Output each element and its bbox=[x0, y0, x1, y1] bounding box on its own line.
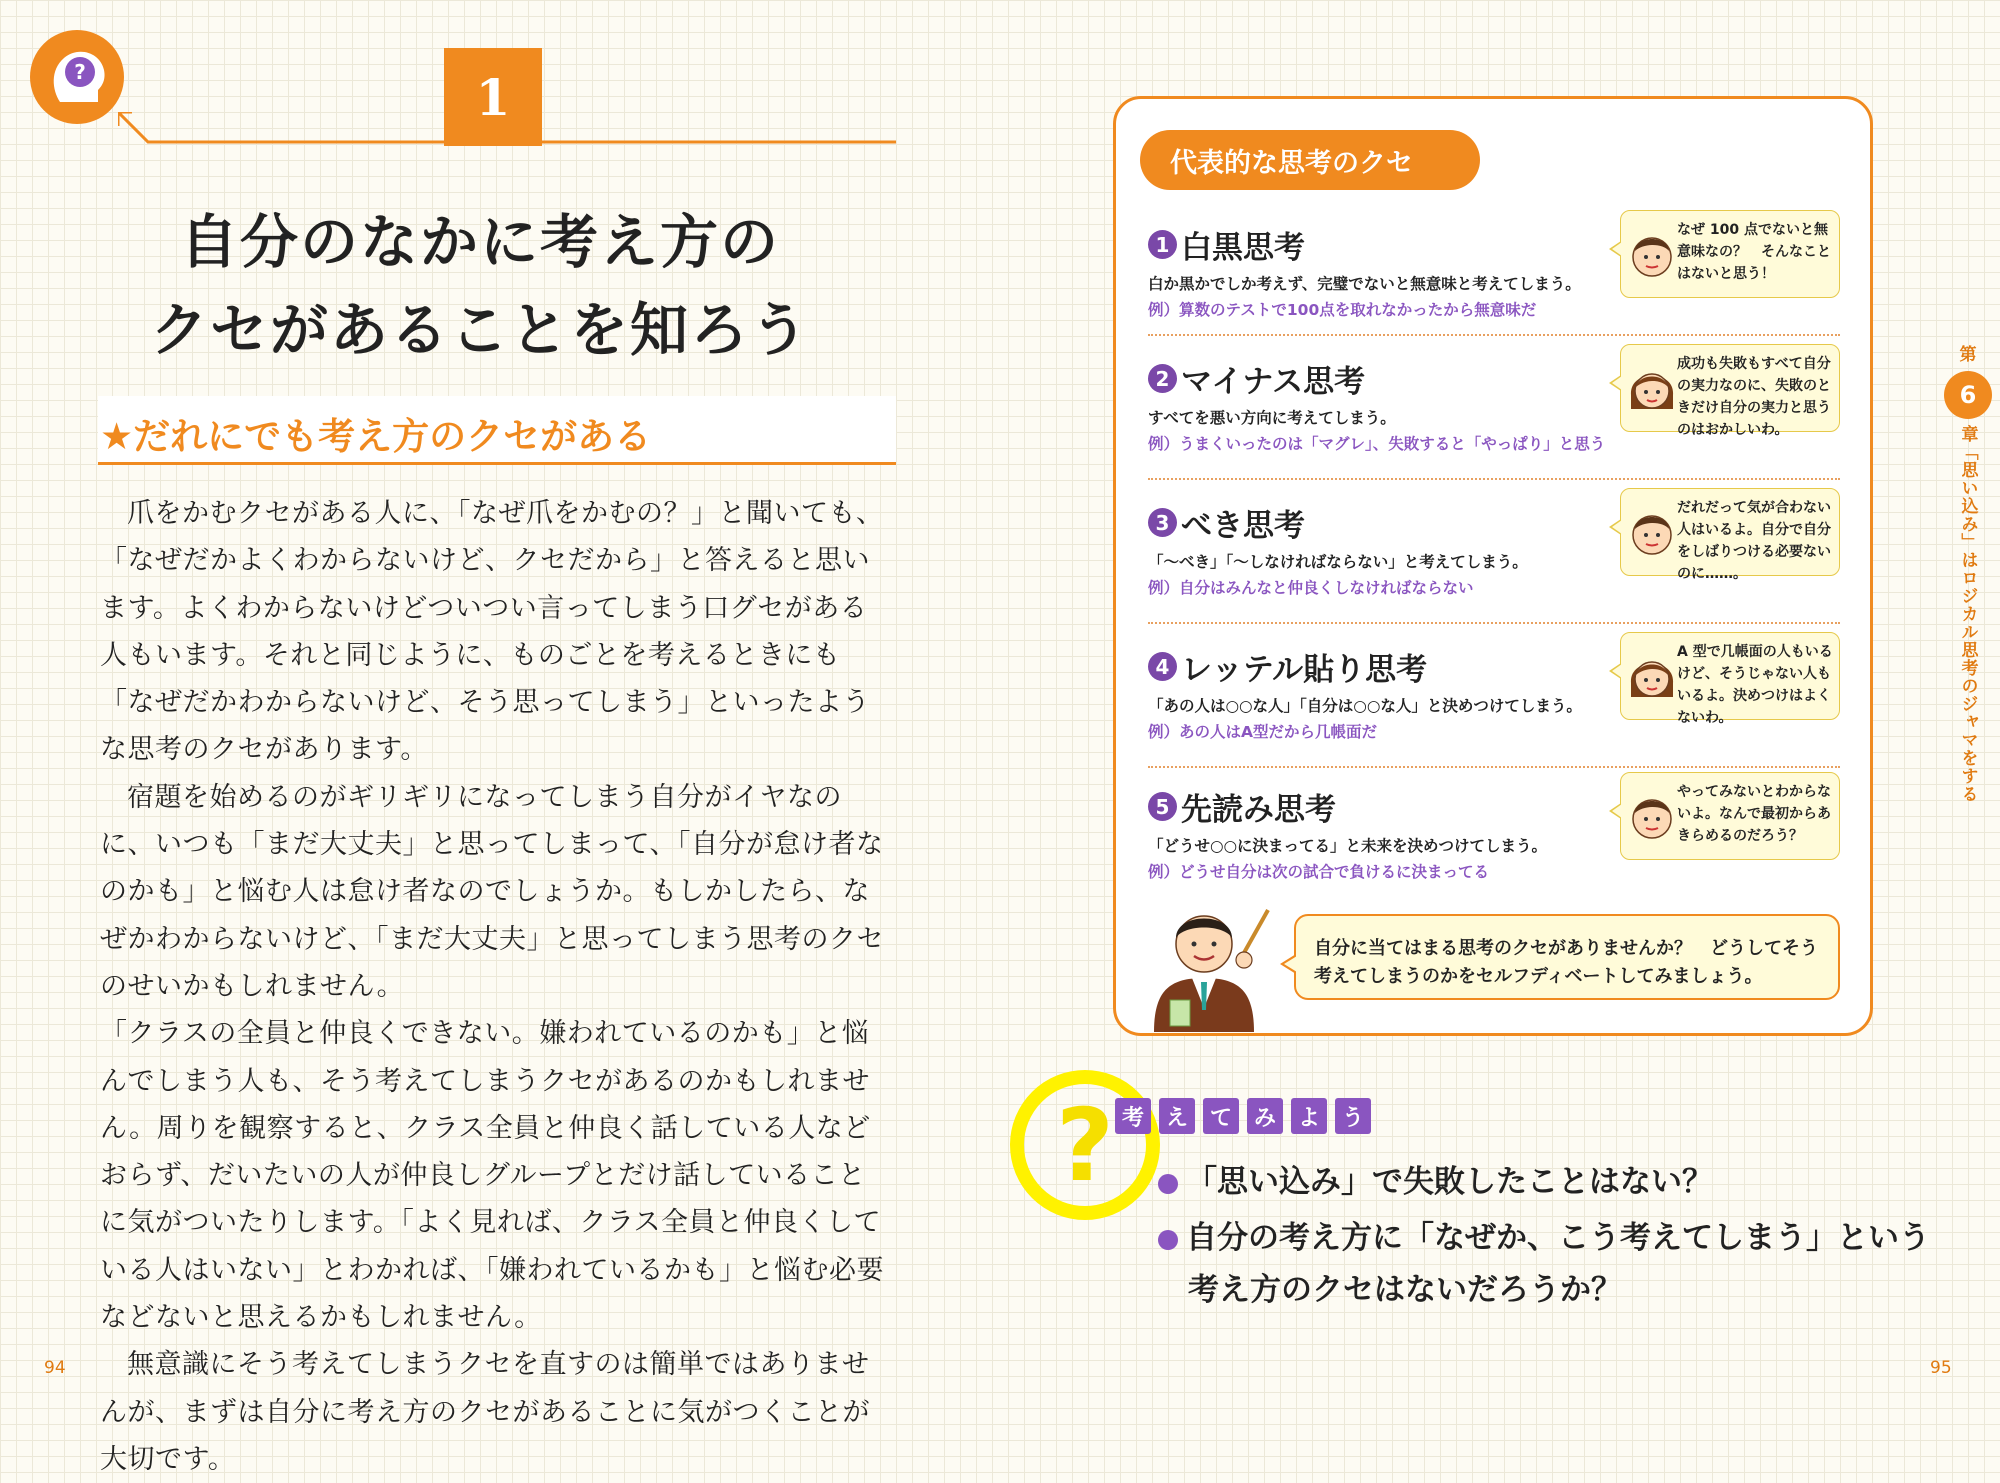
habit-title bbox=[1148, 356, 1365, 401]
habit-example: 例）どうせ自分は次の試合で負けるに決まってる bbox=[1148, 863, 1490, 881]
comment-text: なぜ 100 点でないと無意味なの？ そんなことはないと思う！ bbox=[1677, 222, 1831, 282]
section-heading bbox=[98, 396, 896, 462]
bullet-icon bbox=[1158, 1230, 1178, 1250]
habit-title-text: 先読み思考 bbox=[1181, 792, 1336, 828]
question-mark-icon: ? bbox=[1055, 1086, 1114, 1204]
paragraph: 「クラスの全員と仲良くできない。嫌われているのかも」と悩んでしまう人も、そう考えてしまうクセがあるのかもしれません。周りを観察すると、クラス全員と仲良く話している人などおらず、だいたいの人が仲良しグループとだけ話していることに気がついたりします。「よく見れば、クラス全員と仲良くしている人はいない」とわかれば、「嫌われているかも」と悩む必要などないと思えるかもしれません。 bbox=[100, 1018, 884, 1334]
habit-description: 白か黒かでしか考えず、完璧でないと無意味と考えてしまう。 bbox=[1148, 275, 1581, 293]
divider bbox=[1148, 334, 1840, 336]
comment-bubble bbox=[1620, 210, 1840, 298]
section-heading-text: ★だれにでも考え方のクセがある bbox=[100, 415, 652, 458]
question-item bbox=[1158, 1212, 1930, 1257]
habit-title-text: マイナス思考 bbox=[1181, 364, 1366, 400]
think-tag: え bbox=[1159, 1098, 1195, 1134]
habit-description: 「～べき」「～しなければならない」と考えてしまう。 bbox=[1148, 553, 1528, 571]
bullet-icon bbox=[1158, 1174, 1178, 1194]
comment-bubble bbox=[1620, 632, 1840, 726]
box-heading: 代表的な思考のクセ bbox=[1140, 130, 1480, 190]
teacher-speech-line: 自分に当てはまる思考のクセがありませんか？ どうしてそう bbox=[1314, 938, 1818, 959]
habit-number: 5 bbox=[1148, 792, 1177, 821]
habit-title bbox=[1148, 222, 1305, 267]
habit-number: 4 bbox=[1148, 652, 1177, 681]
habit-title bbox=[1148, 500, 1305, 545]
comment-text: A 型で几帳面の人もいるけど、そうじゃない人もいるよ。決めつけはよくないわ。 bbox=[1677, 644, 1833, 726]
habit-description: 「あの人は○○な人」「自分は○○な人」と決めつけてしまう。 bbox=[1148, 697, 1582, 715]
chapter-tab-prefix: 第 bbox=[1959, 345, 1977, 365]
think-tag: よ bbox=[1291, 1098, 1327, 1134]
chapter-tab-title: 章「思い込み」はロジカル思考のジャマをする bbox=[1957, 425, 1978, 803]
section-rule bbox=[98, 462, 896, 465]
habit-example: 例）うまくいったのは「マグレ」、失敗すると「やっぱり」と思う bbox=[1148, 435, 1606, 453]
habit-title-text: べき思考 bbox=[1181, 508, 1305, 544]
question-item bbox=[1158, 1156, 1713, 1201]
habit-description: すべてを悪い方向に考えてしまう。 bbox=[1148, 409, 1396, 427]
girl-face-icon bbox=[1627, 647, 1677, 705]
body-text bbox=[100, 490, 890, 1483]
divider bbox=[1148, 478, 1840, 480]
teacher-speech-bubble bbox=[1294, 914, 1840, 1000]
think-tags bbox=[1115, 1098, 1371, 1134]
habit-number: 2 bbox=[1148, 364, 1177, 393]
question-continuation: 考え方のクセはないだろうか？ bbox=[1188, 1272, 1622, 1308]
think-tag: て bbox=[1203, 1098, 1239, 1134]
page-title-line-1: 自分のなかに考え方の bbox=[179, 208, 780, 276]
page-title-line-2: クセがあることを知ろう bbox=[149, 296, 810, 364]
think-tag: 考 bbox=[1115, 1098, 1151, 1134]
habit-description: 「どうせ○○に決まってる」と未来を決めつけてしまう。 bbox=[1148, 837, 1548, 855]
girl-face-icon bbox=[1627, 359, 1677, 417]
comment-bubble bbox=[1620, 772, 1840, 860]
comment-bubble bbox=[1620, 488, 1840, 582]
chapter-tab-number: 6 bbox=[1944, 371, 1992, 419]
habit-number: 3 bbox=[1148, 508, 1177, 537]
question-text: 自分の考え方に「なぜか、こう考えてしまう」という bbox=[1186, 1220, 1930, 1256]
page-number-right: 95 bbox=[1930, 1358, 1952, 1378]
teacher-speech-line: 考えてしまうのかをセルフディベートしてみましょう。 bbox=[1314, 966, 1763, 987]
habit-title bbox=[1148, 644, 1427, 689]
boy-face-icon bbox=[1627, 225, 1677, 283]
boy-face-icon bbox=[1627, 787, 1677, 845]
habit-number: 1 bbox=[1148, 230, 1177, 259]
comment-bubble bbox=[1620, 344, 1840, 438]
section-number-box: 1 bbox=[444, 48, 542, 146]
comment-text: だれだって気が合わない人はいるよ。自分で自分をしばりつける必要ないのに……。 bbox=[1677, 500, 1831, 582]
divider bbox=[1148, 622, 1840, 624]
head-question-icon bbox=[30, 30, 124, 124]
teacher-illustration bbox=[1140, 890, 1270, 1032]
habit-example: 例）あの人はA型だから几帳面だ bbox=[1148, 723, 1377, 741]
habit-title-text: 白黒思考 bbox=[1181, 230, 1305, 266]
chapter-tab bbox=[1944, 340, 1992, 803]
habit-example: 例）自分はみんなと仲良くしなければならない bbox=[1148, 579, 1474, 597]
comment-text: やってみないとわからないよ。なんで最初からあきらめるのだろう？ bbox=[1677, 784, 1831, 844]
svg-text:?: ? bbox=[74, 60, 86, 84]
divider bbox=[1148, 766, 1840, 768]
habit-title-text: レッテル貼り思考 bbox=[1181, 652, 1428, 688]
paragraph: 宿題を始めるのがギリギリになってしまう自分がイヤなのに、いつも「まだ大丈夫」と思ってしまって、「自分が怠け者なのかも」と悩む人は怠け者なのでしょうか。もしかしたら、なぜかわからないけど、「まだ大丈夫」と思ってしまう思考のクセのせいかもしれません。 bbox=[100, 781, 884, 1002]
question-text: 「思い込み」で失敗したことはない？ bbox=[1186, 1164, 1713, 1200]
think-tag: み bbox=[1247, 1098, 1283, 1134]
think-tag: う bbox=[1335, 1098, 1371, 1134]
habit-title bbox=[1148, 784, 1336, 829]
paragraph: 無意識にそう考えてしまうクセを直すのは簡単ではありませんが、まずは自分に考え方のクセがあることに気がつくことが大切です。 bbox=[100, 1349, 870, 1475]
page-number-left: 94 bbox=[44, 1358, 66, 1378]
habit-example: 例）算数のテストで100点を取れなかったから無意味だ bbox=[1148, 301, 1537, 319]
boy-face-icon bbox=[1627, 503, 1677, 561]
comment-text: 成功も失敗もすべて自分の実力なのに、失敗のときだけ自分の実力と思うのはおかしいわ。 bbox=[1677, 356, 1831, 438]
paragraph: 爪をかむクセがある人に、「なぜ爪をかむの？」と聞いても、「なぜだかよくわからないけど、クセだから」と答えると思います。よくわからないけどついつい言ってしまう口グセがある人もいます。それと同じように、ものごとを考えるときにも「なぜだかわからないけど、そう思ってしまう」といったような思考のクセがあります。 bbox=[100, 498, 884, 766]
